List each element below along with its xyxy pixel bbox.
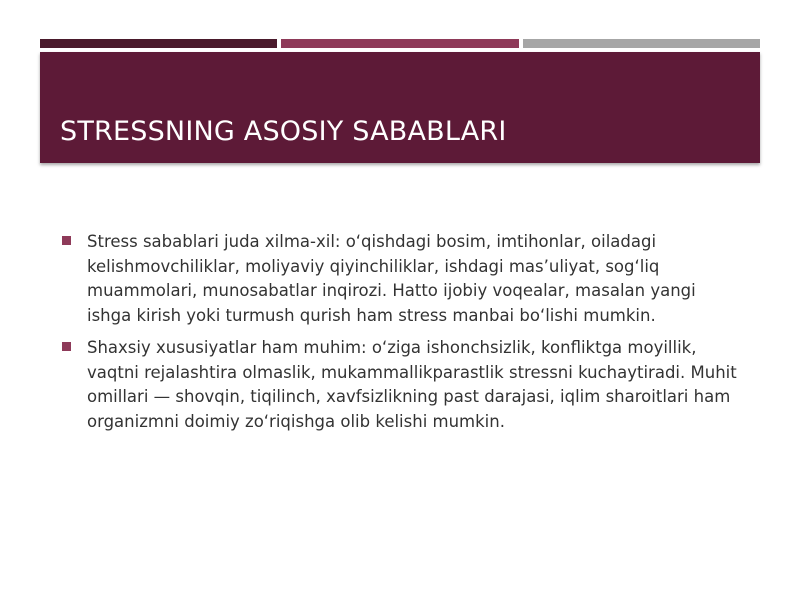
accent-bar-magenta: [281, 39, 519, 48]
bullet-text: Shaxsiy xususiyatlar ham muhim: o‘ziga ishonchsizlik, konfliktga moyillik, vaqtni rejalashtira olmaslik, mukammallikparastlik stressni kuchaytiradi. Muhit omillari — shovqin, tiqilinch, xavfsizlikning past darajasi, iqlim sharoitlari ham organizmni doimiy zo‘riqishga olib kelishi mumkin.: [87, 338, 737, 431]
square-bullet-icon: [62, 236, 71, 245]
accent-bar-gray: [523, 39, 760, 48]
bullet-item: [60, 336, 740, 434]
slide-title: STRESSNING ASOSIY SABABLARI: [60, 116, 507, 147]
accent-bar-dark: [40, 39, 277, 48]
bullet-item: [60, 230, 740, 328]
bullet-text: Stress sabablari juda xilma-xil: o‘qishdagi bosim, imtihonlar, oiladagi kelishmovchiliklar, moliyaviy qiyinchiliklar, ishdagi mas’uliyat, sog‘liq muammolari, munosabatlar inqirozi. Hatto ijobiy voqealar, masalan yangi ishga kirish yoki turmush qurish ham stress manbai bo‘lishi mumkin.: [87, 232, 696, 325]
title-band: [40, 52, 760, 163]
slide-content: [60, 230, 740, 442]
square-bullet-icon: [62, 342, 71, 351]
top-accent-bars: [40, 39, 760, 48]
